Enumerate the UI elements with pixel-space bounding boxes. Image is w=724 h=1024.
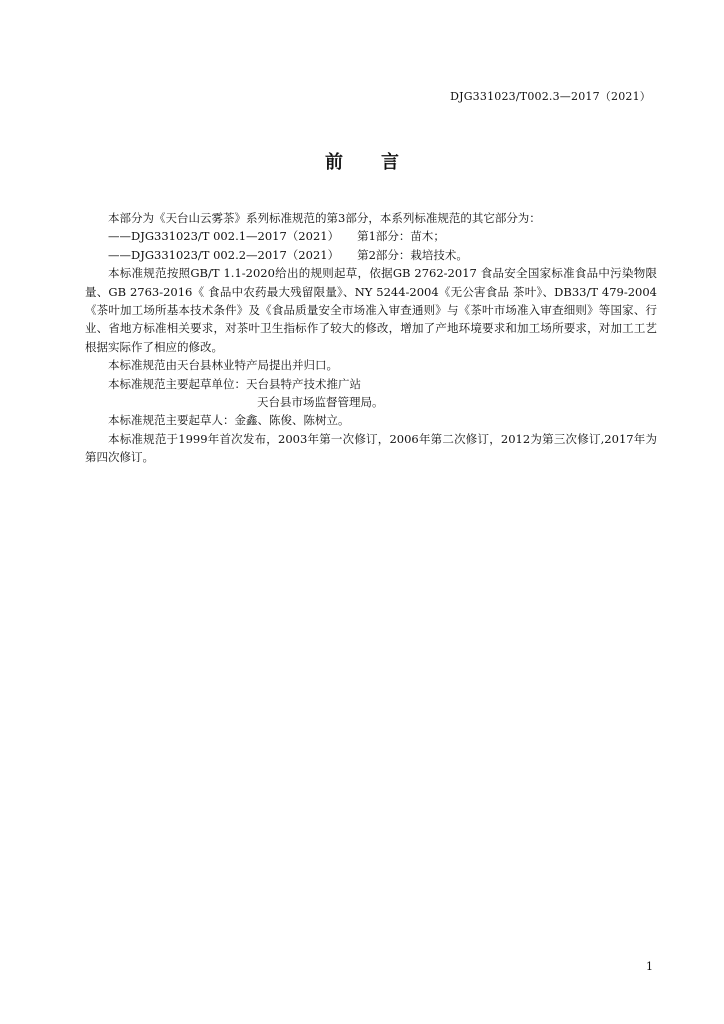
intro-paragraph: 本部分为《天台山云雾茶》系列标准规范的第3部分，本系列标准规范的其它部分为： [108, 211, 541, 225]
list-item [85, 227, 657, 245]
drafters-paragraph: 本标准规范主要起草人：金鑫、陈俊、陈树立。 [108, 413, 350, 428]
document-code: DJG331023/T002.3—2017（2021） [450, 90, 651, 103]
list-item-part: 第1部分：苗木； [357, 229, 445, 244]
list-item-part: 第2部分：栽培技术。 [357, 247, 468, 262]
list-item-code: ——DJG331023/T 002.2—2017（2021） [108, 247, 340, 262]
list-item-code: ——DJG331023/T 002.1—2017（2021） [108, 229, 340, 244]
list-item [85, 246, 657, 264]
foreword-body [85, 209, 657, 467]
page-title: 前言 [325, 152, 437, 173]
drafting-basis-paragraph: 本标准规范按照GB/T 1.1-2020给出的规则起草，依据GB 2762-2017 食品安全国家标准食品中污染物限量、GB 2763-2016《 食品中农药最大残留限量》、NY 5244-2004《无公害食品 茶叶》、DB33/T 479-2004《茶叶加工场所基本技术条件》及《食品质量安全市场准入审查通则》与《茶叶市场准入审查细则》等国家、行业、省地方标准相关要求，对茶叶卫生指标作了较大的修改，增加了产地环境要求和加工场所要求，对加工工艺根据实际作了相应的修改。 [85, 266, 657, 354]
drafting-unit-paragraph: 本标准规范主要起草单位：天台县特产技术推广站 [108, 376, 361, 391]
proposer-paragraph: 本标准规范由天台县林业特产局提出并归口。 [108, 358, 338, 373]
page-number: 1 [646, 960, 653, 973]
history-paragraph: 本标准规范于1999年首次发布，2003年第一次修订，2006年第二次修订，2012为第三次修订,2017年为第四次修订。 [85, 431, 657, 465]
drafting-unit-second: 天台县市场监督管理局。 [257, 395, 384, 410]
